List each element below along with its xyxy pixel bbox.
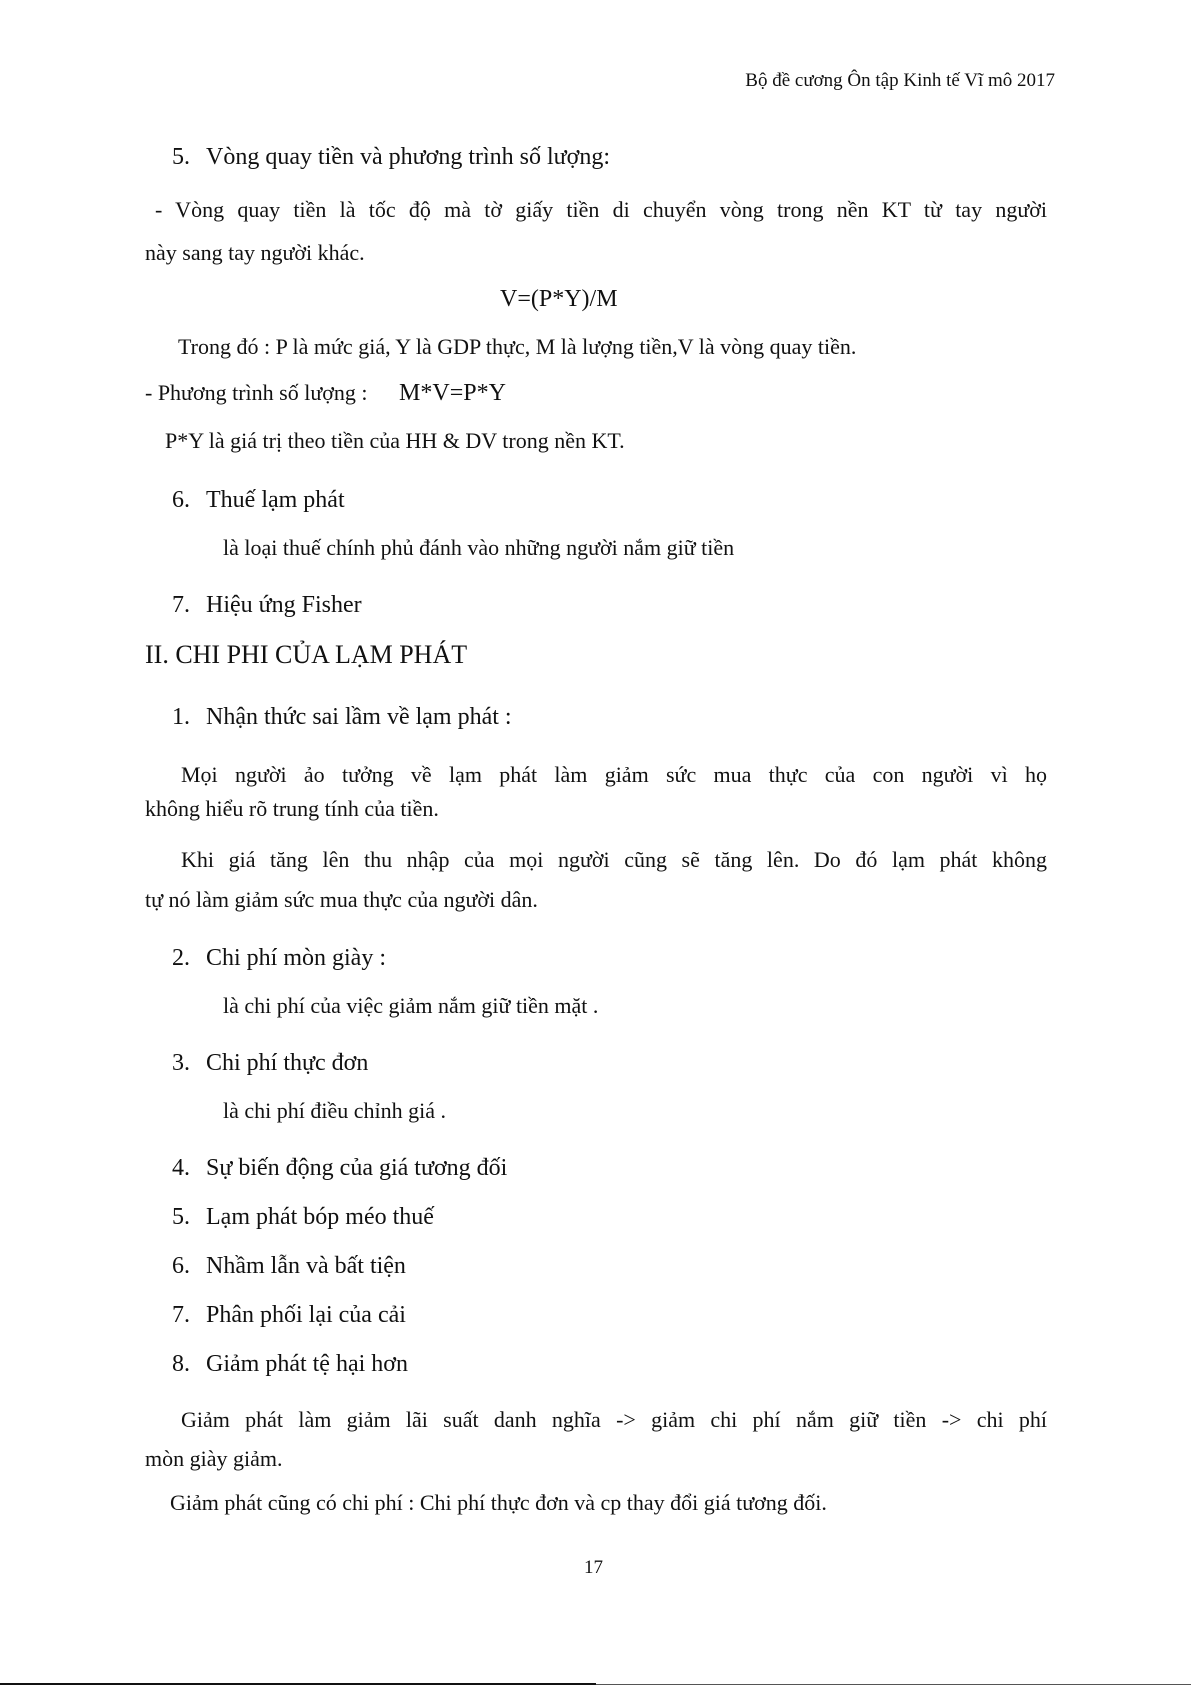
velocity-formula: V=(P*Y)/M: [500, 286, 618, 312]
cost-3-number: 3.: [172, 1050, 190, 1076]
velocity-definition-line-1: - Vòng quay tiền là tốc độ mà tờ giấy tiền di chuyển vòng trong nền KT từ tay người: [155, 197, 1047, 222]
cost-3-heading: [172, 1050, 368, 1077]
running-header: Bộ đề cương Ôn tập Kinh tế Vĩ mô 2017: [745, 70, 1055, 91]
nominal-gdp-note: P*Y là giá trị theo tiền của HH & DV trong nền KT.: [165, 428, 625, 453]
part-2-heading: II. CHI PHI CỦA LẠM PHÁT: [145, 640, 468, 669]
cost-2-title: Chi phí mòn giày :: [206, 945, 386, 971]
cost-item-4: [172, 1155, 507, 1182]
inflation-tax-definition: là loại thuế chính phủ đánh vào những người nắm giữ tiền: [223, 535, 735, 560]
quantity-equation-label: - Phương trình số lượng :: [145, 380, 368, 405]
velocity-definition-line-2: này sang tay người khác.: [145, 240, 365, 265]
misperception-line-1: Mọi người ảo tưởng về lạm phát làm giảm sức mua thực của con người vì họ: [181, 762, 1047, 787]
section-7-heading: [172, 592, 362, 619]
cost-item-5-title: Lạm phát bóp méo thuế: [206, 1204, 434, 1230]
misperception-paragraph-1: [145, 752, 1047, 797]
cost-item-8: [172, 1351, 408, 1378]
quantity-equation: M*V=P*Y: [399, 380, 506, 406]
cost-1-heading: [172, 704, 512, 731]
cost-item-7: [172, 1302, 406, 1329]
section-7-number: 7.: [172, 592, 190, 618]
section-5-title: Vòng quay tiền và phương trình số lượng:: [206, 144, 611, 170]
section-5-number: 5.: [172, 144, 190, 170]
cost-item-8-title: Giảm phát tệ hại hơn: [206, 1351, 408, 1377]
cost-item-6-title: Nhầm lẫn và bất tiện: [206, 1253, 406, 1279]
misperception-line-4: tự nó làm giảm sức mua thực của người dân.: [145, 887, 538, 912]
misperception-line-3: Khi giá tăng lên thu nhập của mọi người cũng sẽ tăng lên. Do đó lạm phát không: [181, 847, 1047, 872]
cost-item-6: [172, 1253, 406, 1280]
velocity-definition: [145, 187, 1047, 232]
misperception-line-2: không hiểu rõ trung tính của tiền.: [145, 796, 439, 821]
deflation-paragraph-1: [145, 1397, 1047, 1442]
deflation-line-2: mòn giày giảm.: [145, 1446, 283, 1471]
section-7-title: Hiệu ứng Fisher: [206, 592, 362, 618]
page-number: 17: [584, 1557, 603, 1578]
cost-2-heading: [172, 945, 386, 972]
section-5-heading: [172, 144, 610, 171]
cost-item-5-number: 5.: [172, 1204, 190, 1230]
quantity-equation-line: [145, 380, 506, 407]
section-6-number: 6.: [172, 487, 190, 513]
cost-1-title: Nhận thức sai lầm về lạm phát :: [206, 704, 512, 730]
section-6-heading: [172, 487, 345, 514]
cost-3-title: Chi phí thực đơn: [206, 1050, 369, 1076]
misperception-paragraph-2: [145, 837, 1047, 882]
cost-item-5: [172, 1204, 434, 1231]
cost-1-number: 1.: [172, 704, 190, 730]
section-6-title: Thuế lạm phát: [206, 487, 345, 513]
cost-item-4-number: 4.: [172, 1155, 190, 1181]
cost-item-6-number: 6.: [172, 1253, 190, 1279]
deflation-line-1: Giảm phát làm giảm lãi suất danh nghĩa -> giảm chi phí nắm giữ tiền -> chi phí: [181, 1407, 1047, 1432]
deflation-paragraph-2: Giảm phát cũng có chi phí : Chi phí thực đơn và cp thay đổi giá tương đối.: [170, 1490, 827, 1515]
formula-variables: Trong đó : P là mức giá, Y là GDP thực, M là lượng tiền,V là vòng quay tiền.: [178, 334, 857, 359]
cost-item-7-number: 7.: [172, 1302, 190, 1328]
cost-2-number: 2.: [172, 945, 190, 971]
shoeleather-cost-definition: là chi phí của việc giảm nắm giữ tiền mặt .: [223, 993, 599, 1018]
cost-item-4-title: Sự biến động của giá tương đối: [206, 1155, 508, 1181]
cost-item-7-title: Phân phối lại của cải: [206, 1302, 406, 1328]
cost-item-8-number: 8.: [172, 1351, 190, 1377]
menu-cost-definition: là chi phí điều chỉnh giá .: [223, 1098, 446, 1123]
